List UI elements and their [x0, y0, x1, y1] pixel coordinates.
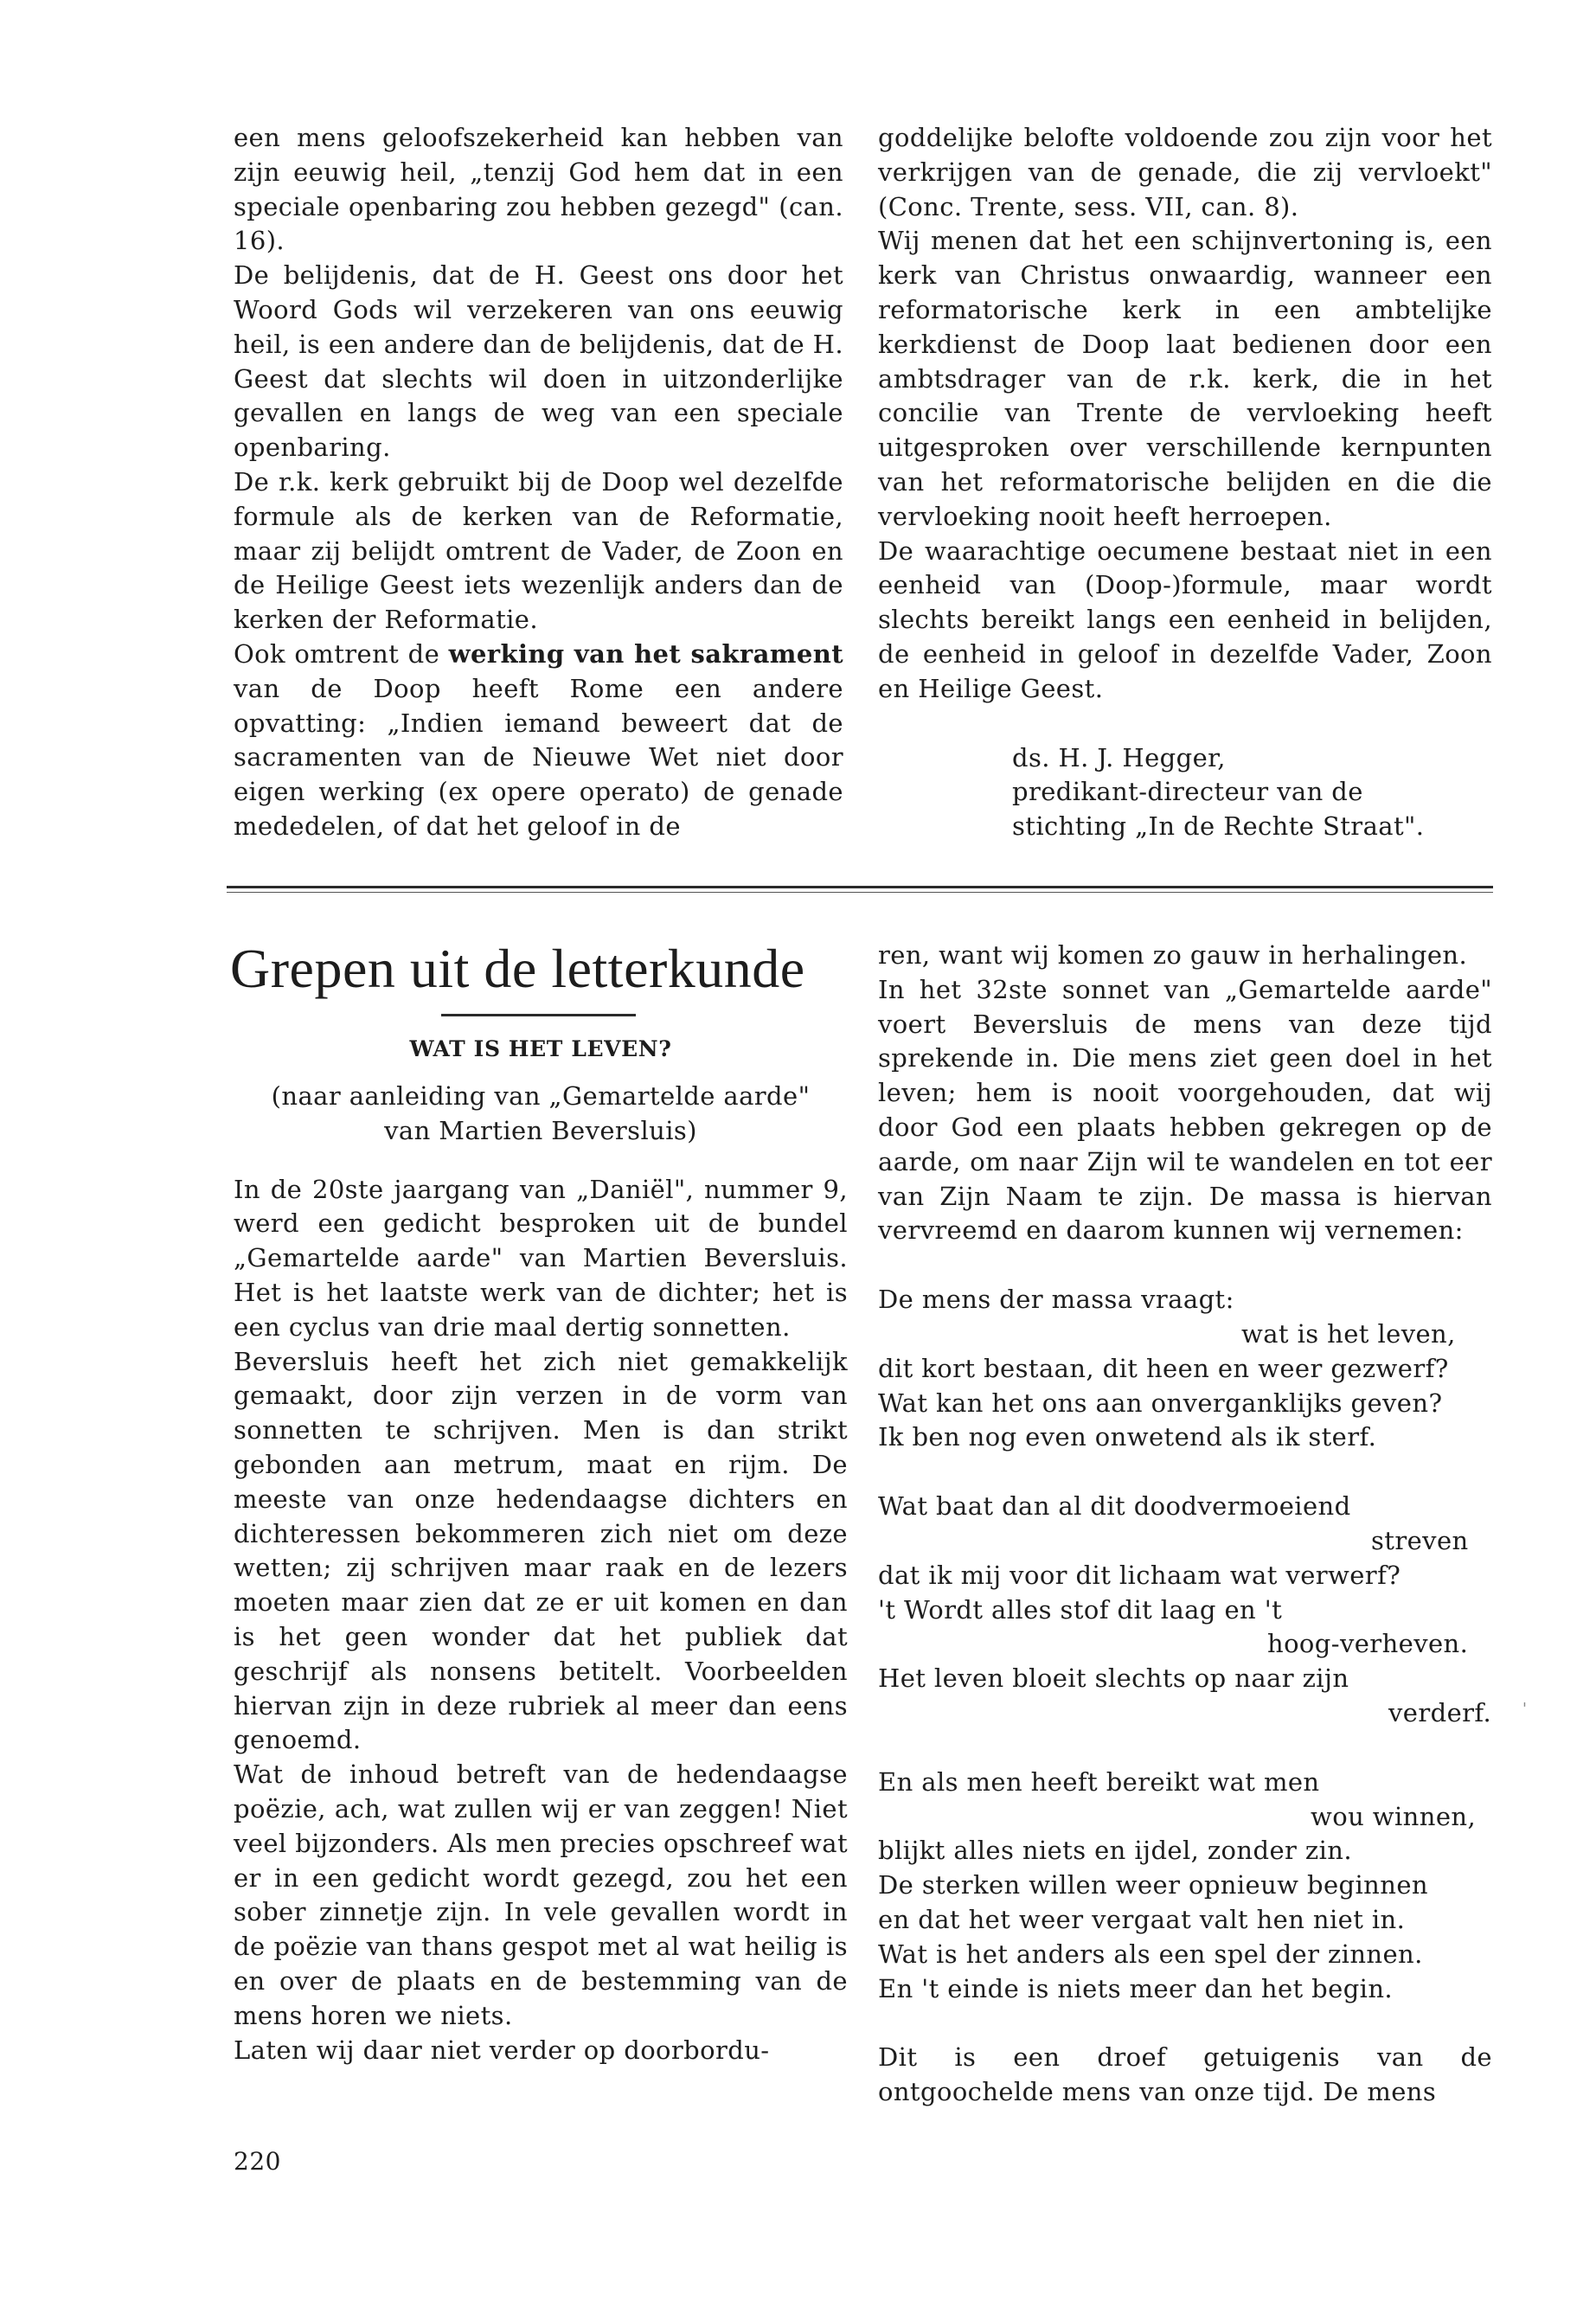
paragraph-continued: Laten wij daar niet verder op doorbordu-	[234, 2035, 770, 2065]
paragraph-werking	[234, 638, 843, 844]
headline-underline	[441, 1014, 636, 1016]
article2-right-column	[878, 939, 1492, 2110]
poem-line: Wat kan het ons aan onverganklijks geven?	[878, 1388, 1443, 1418]
poem-line: De sterken willen weer opnieuw beginnen	[878, 1870, 1428, 1900]
article-subtitle: WAT IS HET LEVEN?	[409, 1036, 672, 1061]
poem-line: wat is het leven,	[1241, 1318, 1456, 1349]
source-note: (naar aanleiding van „Gemartelde aarde" van Martien Beversluis)	[271, 1081, 811, 1145]
stray-mark: '	[1522, 1700, 1527, 1718]
poem-line: Ik ben nog even onwetend als ik sterf.	[878, 1422, 1377, 1452]
article1-left-column	[234, 121, 843, 844]
poem-stanza-3	[878, 1766, 1492, 2007]
poem-line: streven	[1371, 1525, 1469, 1555]
poem-line: Wat baat dan al dit doodvermoeiend	[878, 1491, 1351, 1522]
paragraph: Wij menen dat het een schijnvertoning is, een kerk van Christus onwaardig, wanneer een reformatorische kerk in een ambtelijke kerkdienst de Doop laat bedienen door een ambtsdrager van de r.k. kerk, die in het concilie van Trente de vervloeking heeft uitgesproken over verschillende kernpunten van het reformatorische belijden en die die vervloeking nooit heeft herroepen.	[878, 226, 1492, 531]
column-headline: Grepen uit de letterkunde	[230, 938, 805, 999]
paragraph: De r.k. kerk gebruikt bij de Doop wel dezelfde formule als de kerken van de Reformatie, maar zij belijdt omtrent de Vader, de Zoon en de Heilige Geest iets wezenlijk anders dan de kerken der Reformatie.	[234, 466, 843, 635]
poem-line: 't Wordt alles stof dit laag en 't	[878, 1594, 1283, 1625]
section-divider-thin	[227, 892, 1493, 893]
poem-line: En als men heeft bereikt wat men	[878, 1766, 1320, 1797]
paragraph-continuation: ren, want wij komen zo gauw in herhalingen.	[878, 940, 1468, 970]
paragraph: Dit is een droef getuigenis van de ontgoochelde mens van onze tijd. De mens	[878, 2042, 1492, 2107]
poem-stanza-1	[878, 1283, 1492, 1455]
paragraph: In het 32ste sonnet van „Gemartelde aarde" voert Beversluis de mens van deze tijd sprekende in. Die mens ziet geen doel in het leven; hem is nooit voorgehouden, dat wij door God een plaats hebben gekregen op de aarde, om naar Zijn wil te wandelen en tot eer van Zijn Naam te zijn. De massa is hiervan vervreemd en daarom kunnen wij vernemen:	[878, 974, 1492, 1246]
poem-line: dat ik mij voor dit lichaam wat verwerf?	[878, 1560, 1401, 1590]
paragraph: Beversluis heeft het zich niet gemakkelijk gemaakt, door zijn verzen in de vorm van sonnetten te schrijven. Men is dan strikt gebonden aan metrum, maat en rijm. De meeste van onze hedendaagse dichters en dichteressen bekommeren zich niet om deze wetten; zij schrijven maar raak en de lezers moeten maar zien dat ze er uit komen en dan is het geen wonder dat het publiek dat geschrijf als nonsens betitelt. Voorbeelden hiervan zijn in deze rubriek al meer dan eens genoemd.	[234, 1346, 848, 1755]
poem-line: verderf.	[1388, 1697, 1492, 1727]
poem-line: De mens der massa vraagt:	[878, 1285, 1234, 1315]
text-span: van de Doop heeft Rome een andere opvatting: „Indien iemand beweert dat de sacramenten van de Nieuwe Wet niet door eigen werking (ex opere operato) de genade mededelen, of dat het geloof in de	[234, 673, 843, 841]
paragraph: De belijdenis, dat de H. Geest ons door het Woord Gods wil verzekeren van ons eeuwig heil, is een andere dan de belijdenis, dat de H. Geest dat slechts wil doen in uitzonderlijke gevallen en langs de weg van een speciale openbaring.	[234, 260, 843, 463]
article1-right-column	[878, 121, 1492, 844]
poem-line: Wat is het anders als een spel der zinnen.	[878, 1939, 1423, 1969]
paragraph: een mens geloofszekerheid kan hebben van zijn eeuwig heil, „tenzij God hem dat in een speciale openbaring zou hebben gezegd" (can. 16).	[234, 123, 843, 256]
paragraph: In de 20ste jaargang van „Daniël", nummer 9, werd een gedicht besproken uit de bundel „Gemartelde aarde" van Martien Beversluis. Het is het laatste werk van de dichter; het is een cyclus van drie maal dertig sonnetten.	[234, 1174, 848, 1342]
section-divider	[227, 886, 1493, 888]
page-number: 220	[234, 2147, 281, 2176]
poem-stanza-2	[878, 1490, 1492, 1731]
poem-line: dit kort bestaan, dit heen en weer gezwerf?	[878, 1353, 1449, 1383]
poem-line: en dat het weer vergaat valt hen niet in.	[878, 1904, 1406, 1934]
paragraph: goddelijke belofte voldoende zou zijn voor het verkrijgen van de genade, die zij vervloekt" (Conc. Trente, sess. VII, can. 8).	[878, 123, 1492, 221]
poem-line: wou winnen,	[1311, 1801, 1477, 1831]
paragraph: Wat de inhoud betreft van de hedendaagse poëzie, ach, wat zullen wij er van zeggen! Niet veel bijzonders. Als men precies opschreef wat er in een gedicht wordt gezegd, zou het een sober zinnetje zijn. In vele gevallen wordt in de poëzie van thans gespot met al wat heilig is en over de plaats en de bestemming van de mens horen we niets.	[234, 1759, 848, 2030]
poem-line: En 't einde is niets meer dan het begin.	[878, 1973, 1394, 2003]
poem-line: blijkt alles niets en ijdel, zonder zin.	[878, 1836, 1352, 1866]
poem-line: Het leven bloeit slechts op naar zijn	[878, 1663, 1349, 1694]
text-span: Ook omtrent de	[234, 638, 449, 669]
article2-left-column	[234, 1073, 848, 2067]
author-signature: ds. H. J. Hegger, predikant-directeur van de stichting „In de Rechte Straat".	[1012, 742, 1425, 842]
bold-phrase: werking van het sakrament	[448, 638, 843, 669]
paragraph: De waarachtige oecumene bestaat niet in een eenheid van (Doop-)formule, maar wordt slechts bereikt langs een eenheid in belijden, de eenheid in geloof in dezelfde Vader, Zoon en Heilige Geest.	[878, 535, 1492, 703]
poem-line: hoog-verheven.	[1267, 1629, 1469, 1659]
